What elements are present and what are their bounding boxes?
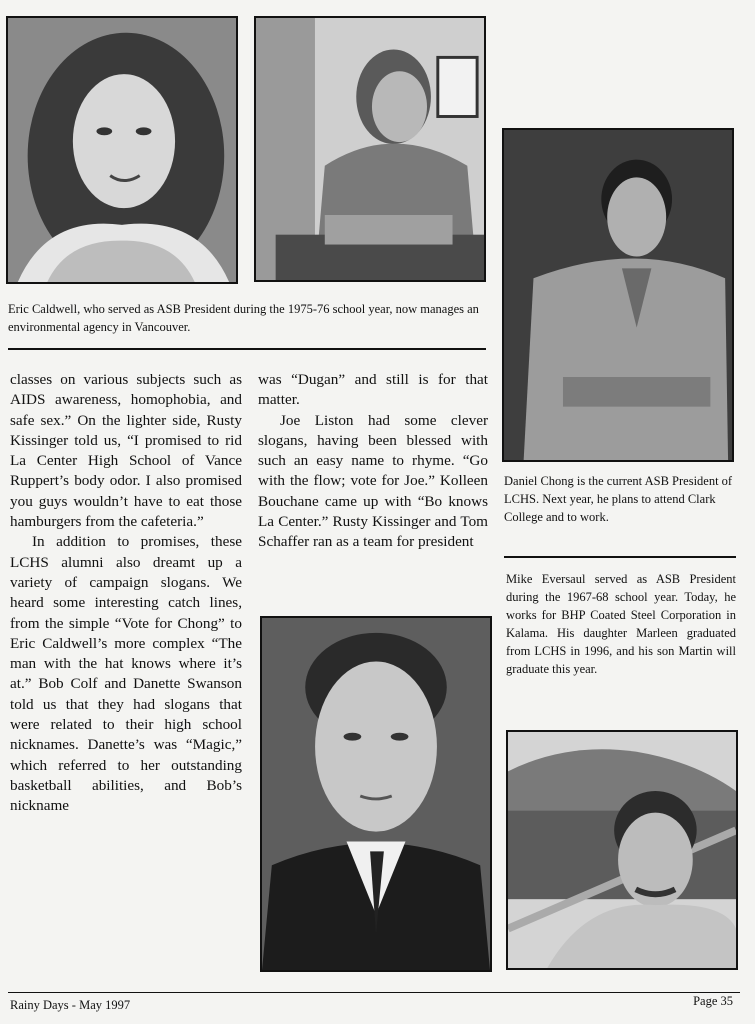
photo-caldwell-1975-image [8,18,236,282]
caption-chong: Daniel Chong is the current ASB President of LCHS. Next year, he plans to attend Clark College and to work. [504,474,733,524]
article-column-2 [258,370,488,553]
article-paragraph: classes on various subjects such as AIDS awareness, homophobia, and safe sex.” On the lighter side, Rusty Kissinger told us, “I promised to rid La Center High School of Vance Ruppert’s body odor. I also promised you guys wouldn’t have to eat those hamburgers from the cafeteria.” [10,371,242,531]
rule-right-mid [504,556,736,558]
article-paragraph: was “Dugan” and still is for that matter. [258,371,488,409]
footer-page-number: Page 35 [693,994,733,1008]
article-column-1 [10,370,242,817]
caption-eversaul: Mike Eversaul served as ASB President during the 1967-68 school year. Today, he works for BHP Coated Steel Corporation in Kalama. His daughter Marleen graduated from LCHS in 1996, and his son Martin will graduate this year. [506,572,736,676]
photo-eversaul-now-image [508,732,736,968]
photo-caldwell-now [254,16,486,282]
article-paragraph: Joe Liston had some clever slogans, having been blessed with such an easy name to rhyme. “Go with the flow; vote for Joe.” Kolleen Bouchane came up with “Bo knows La Center.” Rusty Kissinger and Tom Schaffer ran as a team for president [258,411,488,551]
caption-caldwell: Eric Caldwell, who served as ASB President during the 1975-76 school year, now manages an environmental agency in Vancouver. [8,302,479,334]
photo-caldwell-now-image [256,18,484,280]
rule-top-left [8,348,486,350]
photo-chong [502,128,734,462]
photo-caldwell-1975 [6,16,238,284]
footer-rule [8,992,740,993]
photo-portrait-suit [260,616,492,972]
photo-eversaul-now [506,730,738,970]
photo-chong-image [504,130,732,460]
article-paragraph: In addition to promises, these LCHS alumni also dreamt up a variety of campaign slogans. We heard some interesting catch lines, from the simple “Vote for Chong” to Eric Caldwell’s more complex “The man with the hat knows where it’s at.” Bob Colf and Danette Swanson told us that they had slogans that were related to their high school nicknames. Danette’s was “Magic,” which referred to her outstanding basketball abilities, and Bob’s nickname [10,533,242,815]
footer-publication: Rainy Days - May 1997 [10,998,131,1012]
photo-portrait-suit-image [262,618,490,970]
